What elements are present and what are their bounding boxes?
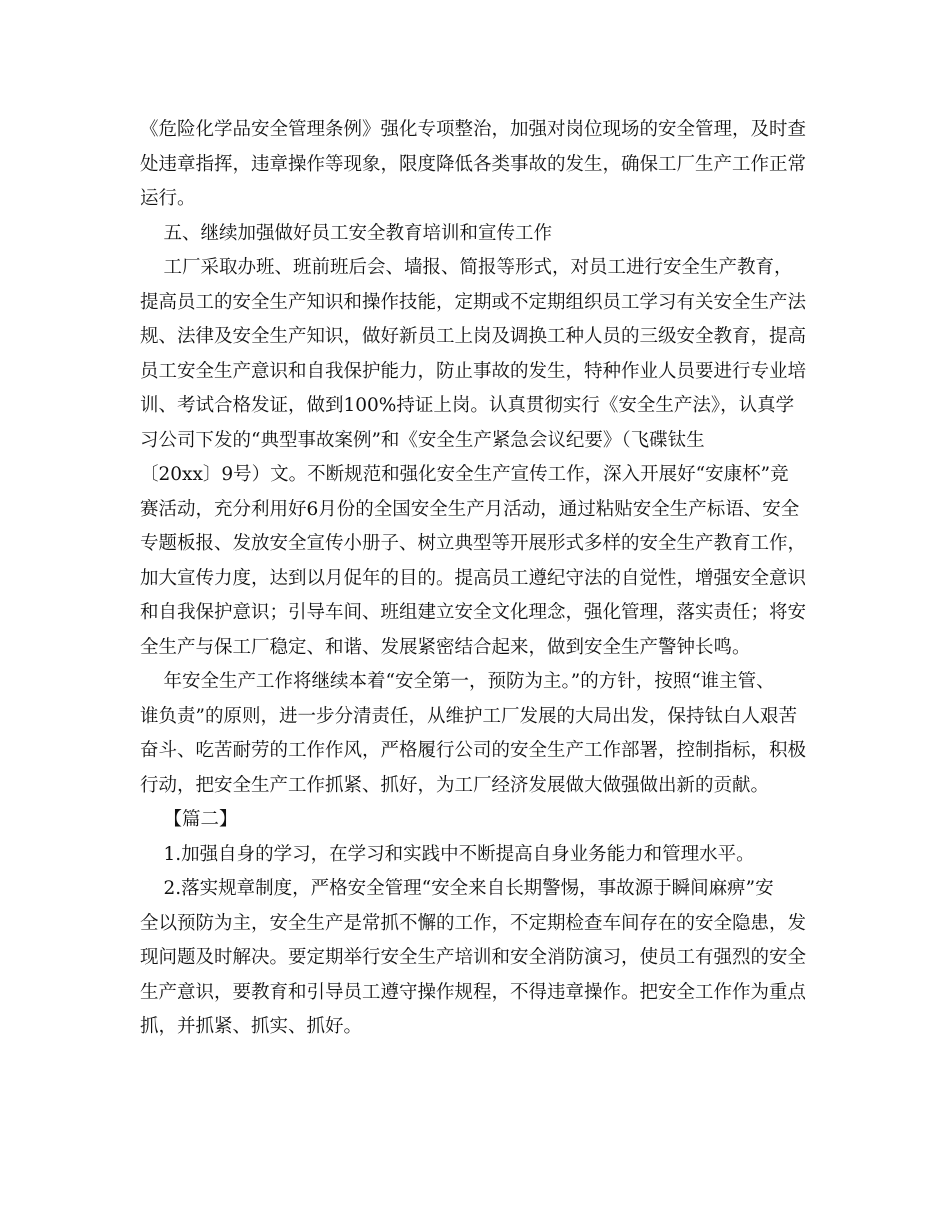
- text-line: 习公司下发的“典型事故案例”和《安全生产紧急会议纪要》（飞碟钛生: [140, 429, 705, 451]
- text-line: 谁负责”的原则，进一步分清责任，从维护工厂发展的大局出发，保持钛白人艰苦: [140, 705, 797, 727]
- text-line: 全以预防为主，安全生产是常抓不懈的工作，不定期检查车间存在的安全隐患，发: [140, 912, 807, 934]
- text-line: 现问题及时解决。要定期举行安全生产培训和安全消防演习，使员工有强烈的安全: [140, 947, 807, 968]
- section-heading: 【篇二】: [140, 809, 238, 830]
- section-heading: 五、继续加强做好员工安全教育培训和宣传工作: [140, 222, 553, 244]
- text-line: 提高员工的安全生产知识和操作技能，定期或不定期组织员工学习有关安全生产法: [140, 291, 807, 313]
- text-line: 抓，并抓紧、抓实、抓好。: [140, 1016, 363, 1037]
- text-line: 运行。: [140, 188, 196, 209]
- text-line: 奋斗、吃苦耐劳的工作作风，严格履行公司的安全生产工作部署，控制指标，积极: [140, 740, 807, 761]
- text-line: 2.落实规章制度，严格安全管理“安全来自长期警惕，事故源于瞬间麻痹”安: [140, 878, 774, 899]
- text-line: 年安全生产工作将继续本着“安全第一，预防为主。”的方针，按照“谁主管、: [140, 671, 775, 692]
- text-line: 员工安全生产意识和自我保护能力，防止事故的发生，特种作业人员要进行专业培: [140, 360, 807, 382]
- text-line: 专题板报、发放安全宣传小册子、树立典型等开展形式多样的安全生产教育工作，: [140, 533, 807, 554]
- text-line: 加大宣传力度，达到以月促年的目的。提高员工遵纪守法的自觉性，增强安全意识: [140, 567, 807, 589]
- text-line: 行动，把安全生产工作抓紧、抓好，为工厂经济发展做大做强做出新的贡献。: [140, 774, 770, 796]
- text-line: 工厂采取办班、班前班后会、墙报、简报等形式，对员工进行安全生产教育，: [140, 257, 793, 278]
- text-line: 赛活动，充分利用好6月份的全国安全生产月活动，通过粘贴安全生产标语、安全: [140, 498, 800, 520]
- text-line: 处违章指挥，违章操作等现象，限度降低各类事故的发生，确保工厂生产工作正常: [140, 153, 807, 175]
- document-body: [140, 113, 830, 1045]
- text-line: 〔20xx〕9号）文。不断规范和强化安全生产宣传工作，深入开展好“安康杯”竞: [140, 464, 789, 485]
- text-line: 规、法律及安全生产知识，做好新员工上岗及调换工种人员的三级安全教育，提高: [140, 326, 807, 347]
- text-line: 全生产与保工厂稳定、和谐、发展紧密结合起来，做到安全生产警钟长鸣。: [140, 636, 751, 658]
- text-line: 1.加强自身的学习，在学习和实践中不断提高自身业务能力和管理水平。: [140, 843, 755, 865]
- text-line: 训、考试合格发证，做到100%持证上岗。认真贯彻实行《安全生产法》，认真学: [140, 395, 795, 416]
- text-line: 生产意识，要教育和引导员工遵守操作规程，不得违章操作。把安全工作作为重点: [140, 981, 807, 1003]
- text-line: 《危险化学品安全管理条例》强化专项整治，加强对岗位现场的安全管理，及时查: [140, 119, 807, 140]
- text-line: 和自我保护意识；引导车间、班组建立安全文化理念，强化管理，落实责任；将安: [140, 602, 807, 623]
